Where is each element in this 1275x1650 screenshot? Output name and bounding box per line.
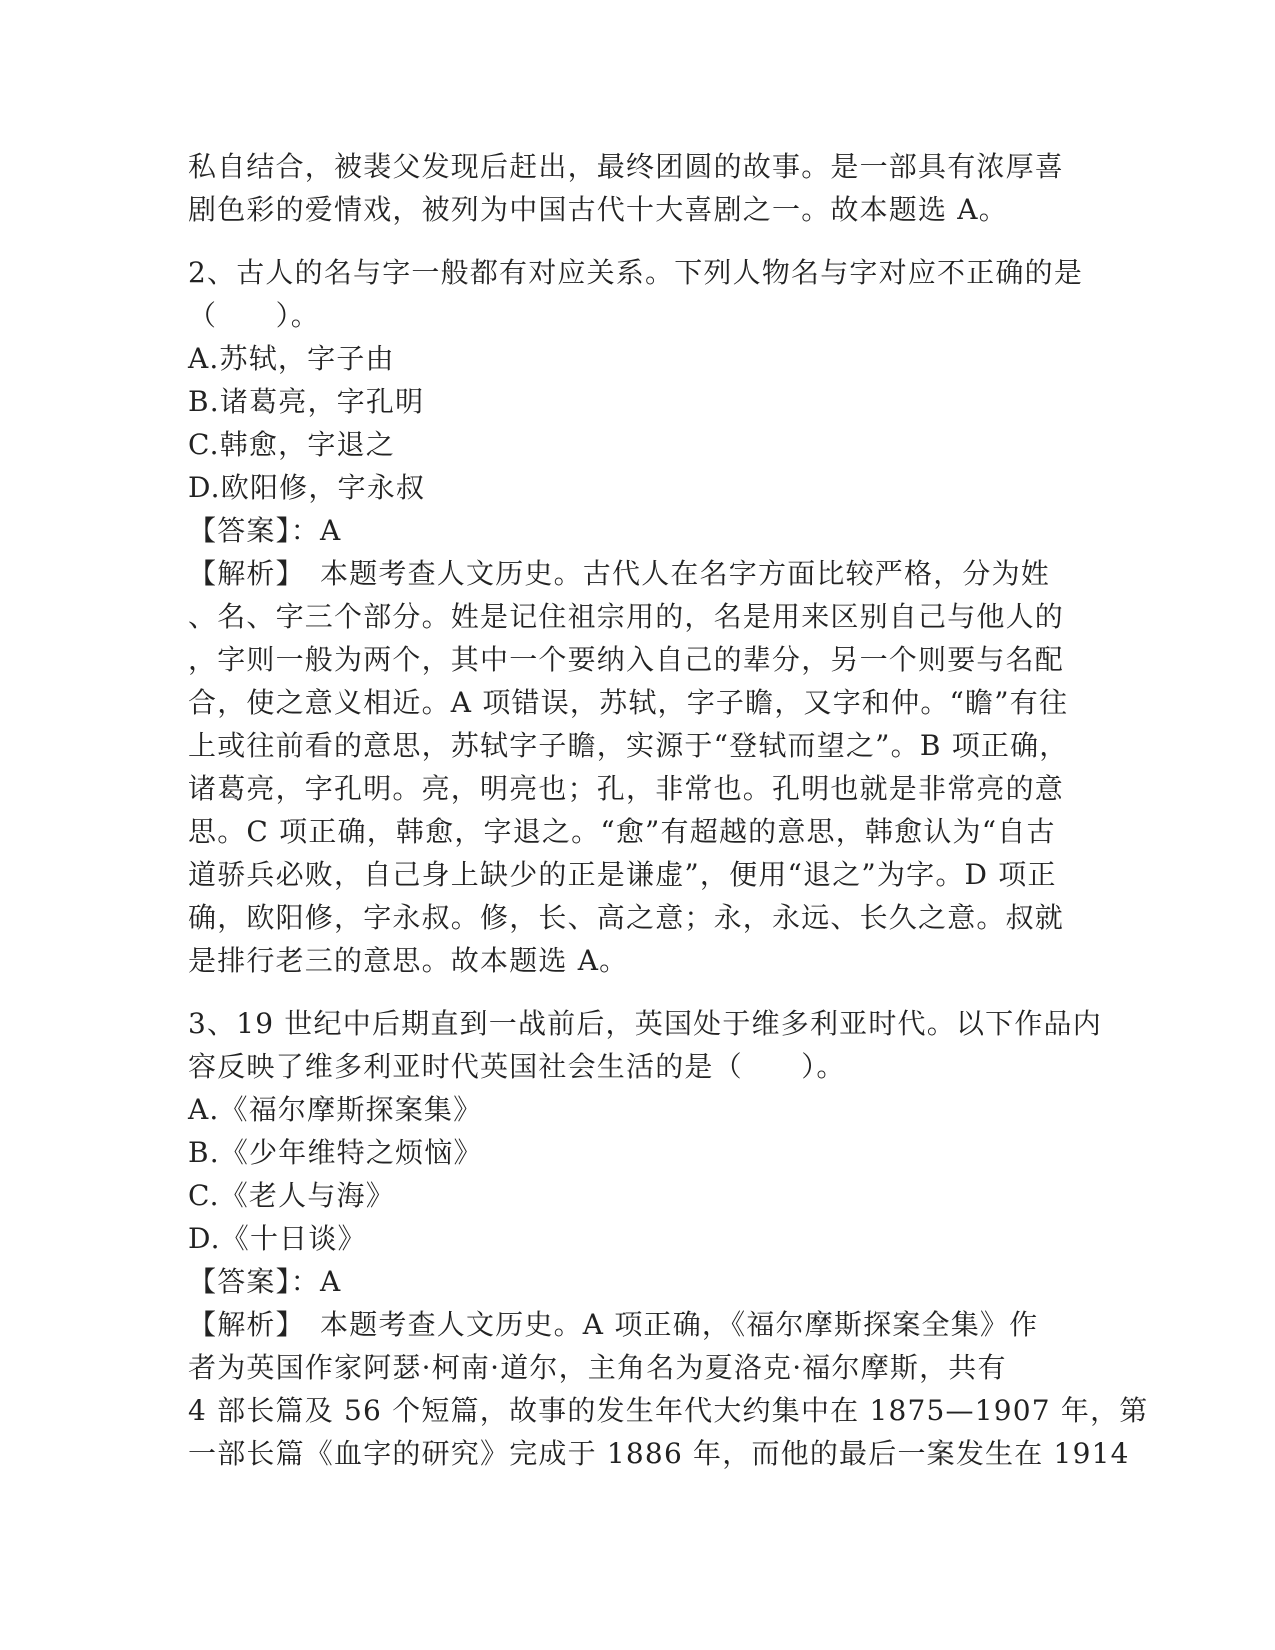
page-content [188, 145, 1149, 1475]
answer-line: 【答案】：A [188, 514, 342, 547]
previous-analysis-continuation [188, 145, 1088, 231]
question-3 [188, 1002, 1149, 1475]
question-2 [188, 251, 1088, 982]
analysis-line: 一部长篇《血字的研究》完成于 1886 年，而他的最后一案发生在 1914 [188, 1437, 1130, 1470]
option-c: C.韩愈，字退之 [188, 428, 395, 461]
question-stem: 容反映了维多利亚时代英国社会生活的是（ ）。 [188, 1050, 846, 1083]
analysis-line: 【解析】 本题考查人文历史。A 项正确，《福尔摩斯探案全集》作 [188, 1308, 1039, 1341]
option-d: D.《十日谈》 [188, 1222, 367, 1255]
analysis-line: 合，使之意义相近。A 项错误，苏轼，字子瞻，又字和仲。“瞻”有往 [188, 686, 1069, 719]
analysis-line: 【解析】 本题考查人文历史。古代人在名字方面比较严格，分为姓 [188, 557, 1051, 590]
analysis-line: 4 部长篇及 56 个短篇，故事的发生年代大约集中在 1875—1907 年，第 [188, 1394, 1149, 1427]
analysis-line: 上或往前看的意思，苏轼字子瞻，实源于“登轼而望之”。B 项正确， [188, 729, 1069, 762]
text-line: 剧色彩的爱情戏，被列为中国古代十大喜剧之一。故本题选 A。 [188, 193, 1008, 226]
option-b: B.《少年维特之烦恼》 [188, 1136, 483, 1169]
analysis-line: 确，欧阳修，字永叔。修，长、高之意；永，永远、长久之意。叔就 [188, 901, 1065, 934]
analysis-line: 道骄兵必败，自己身上缺少的正是谦虚”，便用“退之”为字。D 项正 [188, 858, 1057, 891]
analysis-line: 者为英国作家阿瑟·柯南·道尔，主角名为夏洛克·福尔摩斯，共有 [188, 1351, 1007, 1384]
option-d: D.欧阳修，字永叔 [188, 471, 426, 504]
spacer [188, 231, 1088, 251]
question-stem: 3、19 世纪中后期直到一战前后，英国处于维多利亚时代。以下作品内 [188, 1007, 1102, 1040]
question-stem: 2、古人的名与字一般都有对应关系。下列人物名与字对应不正确的是 [188, 256, 1084, 289]
option-a: A.《福尔摩斯探案集》 [188, 1093, 483, 1126]
analysis-line: 思。C 项正确，韩愈，字退之。“愈”有超越的意思，韩愈认为“自古 [188, 815, 1056, 848]
question-stem: （ ）。 [188, 299, 321, 332]
option-c: C.《老人与海》 [188, 1179, 395, 1212]
answer-line: 【答案】：A [188, 1265, 342, 1298]
analysis-line: 是排行老三的意思。故本题选 A。 [188, 944, 629, 977]
analysis-line: ，字则一般为两个，其中一个要纳入自己的辈分，另一个则要与名配 [188, 643, 1065, 676]
text-line: 私自结合，被裴父发现后赶出，最终团圆的故事。是一部具有浓厚喜 [188, 150, 1065, 183]
option-a: A.苏轼，字子由 [188, 342, 395, 375]
spacer [188, 982, 1088, 1002]
analysis-line: 、名、字三个部分。姓是记住祖宗用的，名是用来区别自己与他人的 [188, 600, 1065, 633]
analysis-line: 诸葛亮，字孔明。亮，明亮也；孔，非常也。孔明也就是非常亮的意 [188, 772, 1065, 805]
option-b: B.诸葛亮，字孔明 [188, 385, 425, 418]
